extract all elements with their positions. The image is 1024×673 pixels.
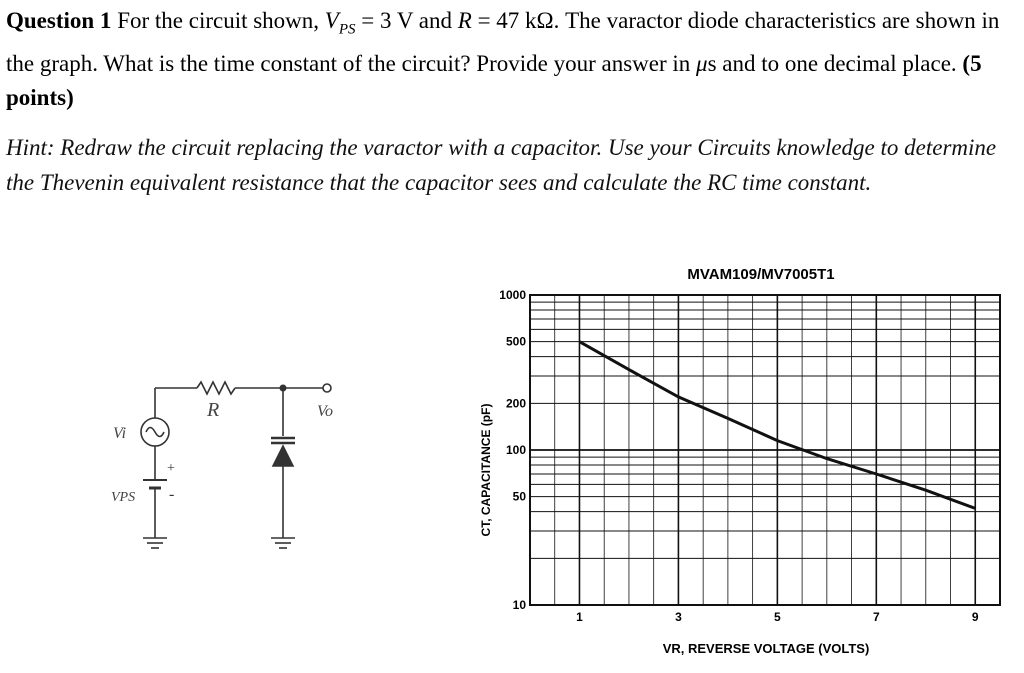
plus-sign: + <box>167 461 175 476</box>
x-tick-label: 9 <box>971 610 979 624</box>
y-tick-label: 50 <box>512 489 526 504</box>
x-tick-label: 1 <box>576 610 583 624</box>
x-tick-label: 7 <box>872 610 880 624</box>
vo-terminal <box>323 384 331 392</box>
y-tick-label: 10 <box>512 598 526 612</box>
vps-label: VPS <box>111 490 136 505</box>
hint-text: Hint: Redraw the circuit replacing the varactor with a capacitor. Use your Circuits knowledge to determine the Thevenin equivalent resistance that the capacitor sees and calculate the RC time constant. <box>6 134 997 195</box>
varactor-diode-symbol <box>273 446 293 466</box>
circuit-diagram <box>105 368 355 558</box>
r-symbol: R <box>457 8 472 33</box>
points-label: (5 points) <box>6 50 982 110</box>
x-axis-label: VR, REVERSE VOLTAGE (VOLTS) <box>662 641 870 656</box>
resistor-symbol <box>197 382 235 394</box>
x-tick-label: 3 <box>675 610 682 624</box>
node-dot <box>280 385 287 392</box>
minus-sign: - <box>169 486 175 503</box>
y-tick-label: 100 <box>505 443 526 457</box>
varactor-chart <box>470 255 1010 665</box>
chart-title: MVAM109/MV7005T1 <box>687 266 835 283</box>
y-axis-label: CT, CAPACITANCE (pF) <box>479 403 493 537</box>
vps-symbol: $V_{PS}$ <box>324 8 356 38</box>
question-block <box>6 0 1018 200</box>
vi-label: Vi <box>113 425 127 442</box>
x-tick-label: 5 <box>774 610 781 624</box>
y-tick-label: 200 <box>505 396 526 411</box>
y-tick-label: 500 <box>505 334 526 349</box>
vo-label: Vo <box>317 403 333 420</box>
question-number: Question 1 <box>6 8 112 33</box>
question-text: Question 1 For the circuit shown, $V_{PS} = 3$ V and R = 47 kΩ. The varactor diode characteristics are shown in the graph. What is the time constant of the circuit? Provide your answer in μs and to one decimal place. (5 points) <box>6 8 1000 110</box>
r-label: R <box>207 399 220 421</box>
y-tick-label: 1000 <box>499 288 526 302</box>
